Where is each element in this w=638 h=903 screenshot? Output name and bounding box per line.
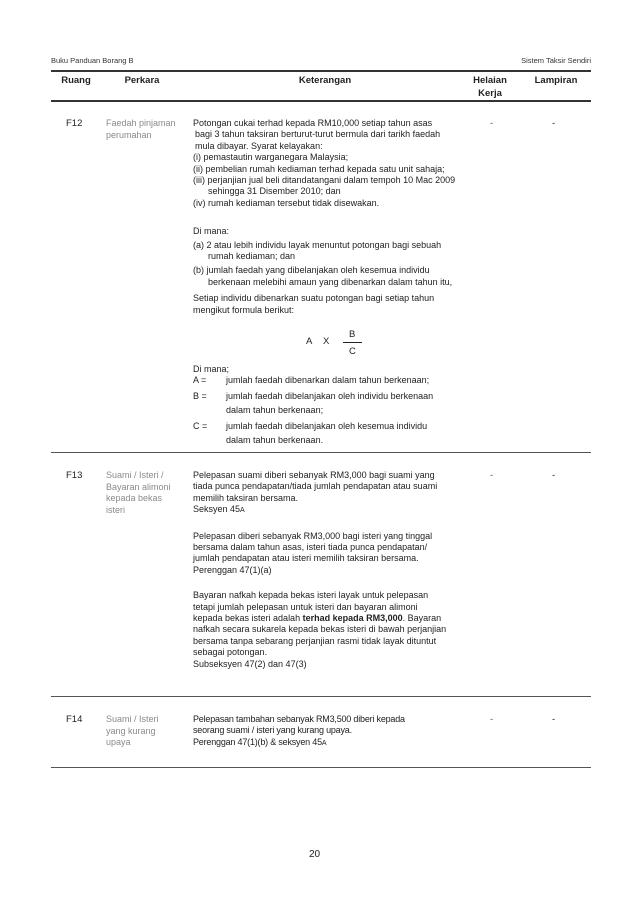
ket-line: (b) jumlah faedah yang dibelanjakan oleh kesemua individu bbox=[193, 265, 430, 276]
ket-line: mula dibayar. Syarat kelayakan: bbox=[195, 140, 323, 151]
ket-line: Potongan cukai terhad kepada RM10,000 setiap tahun asas bbox=[193, 118, 433, 128]
def-key: C = bbox=[193, 420, 208, 431]
ket-ref bbox=[193, 737, 405, 749]
row-perkara-f12 bbox=[106, 118, 176, 141]
perkara-line: kepada bekas bbox=[106, 493, 163, 503]
row-keterangan-f14 bbox=[193, 714, 405, 749]
row-code-f14: F14 bbox=[66, 714, 83, 725]
row-lampiran-f12: - bbox=[552, 118, 556, 129]
ket-text: kepada bekas isteri adalah bbox=[193, 613, 303, 624]
def-text-cont: dalam tahun berkenaan; bbox=[226, 405, 324, 416]
ket-line: seorang suami / isteri yang kurang upaya. bbox=[193, 725, 352, 736]
col-helaian-line2: Kerja bbox=[478, 88, 502, 99]
ket-line: bagi 3 tahun taksiran berturut-turut bermula dari tarikh faedah bbox=[195, 129, 441, 140]
ket-line-mixed bbox=[193, 613, 446, 624]
ket-line: Setiap individu dibenarkan suatu potongan bagi setiap tahun bbox=[193, 293, 435, 304]
def-text: jumlah faedah dibelanjakan oleh individu berkenaan bbox=[226, 390, 434, 401]
ket-line: memilih taksiran bersama. bbox=[193, 492, 299, 503]
col-helaian bbox=[463, 75, 517, 99]
ref-text: Seksyen 45 bbox=[193, 504, 241, 515]
row-helaian-f13: - bbox=[490, 470, 494, 481]
perkara-line: Bayaran alimoni bbox=[106, 481, 171, 492]
perkara-line: perumahan bbox=[106, 129, 152, 140]
def-text-cont: dalam tahun berkenaan. bbox=[226, 435, 324, 446]
ket-line: jumlah pendapatan atau isteri memilih taksiran bersama. bbox=[193, 553, 419, 564]
ket-line: bersama tanpa sebarang perjanjian rasmi tidak layak dituntut bbox=[193, 635, 437, 646]
ref-sub: A bbox=[240, 507, 245, 515]
def-text: jumlah faedah dibenarkan dalam tahun berkenaan; bbox=[226, 375, 430, 386]
ket-text: . Bayaran bbox=[402, 613, 442, 624]
row-perkara-f14 bbox=[106, 714, 159, 749]
ket-line: nafkah secara sukarela kepada bekas isteri di bawah perjanjian bbox=[193, 624, 447, 635]
header-left: Buku Panduan Borang B bbox=[51, 56, 134, 65]
ket-line: Bayaran nafkah kepada bekas isteri layak untuk pelepasan bbox=[193, 590, 429, 601]
row-divider-f14 bbox=[51, 767, 591, 768]
row-helaian-f12: - bbox=[490, 118, 494, 129]
perkara-line: Suami / Isteri / bbox=[106, 470, 164, 480]
ket-bold: terhad kepada RM3,000 bbox=[302, 613, 403, 624]
ket-line: tetapi jumlah pelepasan untuk isteri dan bayaran alimoni bbox=[193, 601, 418, 612]
ket-line: Pelepasan diberi sebanyak RM3,000 bagi isteri yang tinggal bbox=[193, 530, 433, 541]
ket-line: Pelepasan tambahan sebanyak RM3,500 diberi kepada bbox=[193, 714, 405, 724]
col-helaian-line1: Helaian bbox=[473, 75, 507, 86]
col-keterangan: Keterangan bbox=[298, 75, 352, 86]
ket-line: Pelepasan suami diberi sebanyak RM3,000 bagi suami yang bbox=[193, 470, 435, 480]
row-code-f13: F13 bbox=[66, 470, 83, 481]
ket-line: (iv) rumah kediaman tersebut tidak disewakan. bbox=[193, 197, 380, 208]
ket-line: mengikut formula berikut: bbox=[193, 304, 295, 315]
ket-line: (ii) pembelian rumah kediaman terhad kepada satu unit sahaja; bbox=[193, 163, 445, 174]
ket-ref bbox=[193, 504, 446, 516]
ket-line: rumah kediaman; dan bbox=[208, 251, 296, 262]
col-lampiran: Lampiran bbox=[534, 75, 578, 86]
def-key: A = bbox=[193, 375, 207, 386]
def-a bbox=[193, 375, 433, 386]
header-rule-bottom bbox=[51, 100, 591, 102]
ket-line: bersama dalam tahun asas, isteri tiada punca pendapatan/ bbox=[193, 542, 428, 553]
ref-sub: A bbox=[321, 739, 327, 747]
col-ruang: Ruang bbox=[61, 75, 91, 86]
row-helaian-f14: - bbox=[490, 714, 494, 725]
formula-fraction-bar bbox=[343, 342, 362, 343]
row-definitions-f12 bbox=[193, 364, 433, 446]
formula-c: C bbox=[349, 346, 356, 357]
ket-line: Di mana; bbox=[193, 364, 230, 374]
perkara-line: Faedah pinjaman bbox=[106, 118, 176, 128]
perkara-line: upaya bbox=[106, 737, 131, 747]
ket-line: (a) 2 atau lebih individu layak menuntut potongan bagi sebuah bbox=[193, 239, 442, 250]
header-right: Sistem Taksir Sendiri bbox=[521, 56, 591, 65]
row-divider-f12 bbox=[51, 452, 591, 453]
row-keterangan-f12 bbox=[193, 118, 455, 316]
row-lampiran-f13: - bbox=[552, 470, 556, 481]
ket-line: (iii) perjanjian jual beli ditandatangani dalam tempoh 10 Mac 2009 bbox=[193, 175, 456, 186]
def-b bbox=[193, 391, 433, 402]
ket-line: sebagai potongan. bbox=[193, 647, 268, 658]
ket-line: Subseksyen 47(2) dan 47(3) bbox=[193, 658, 307, 669]
ket-line: tiada punca pendapatan/tiada jumlah pendapatan atau suami bbox=[193, 481, 438, 492]
row-perkara-f13 bbox=[106, 470, 171, 516]
def-text: jumlah faedah dibelanjakan oleh kesemua individu bbox=[226, 420, 428, 431]
formula-a: A bbox=[306, 336, 313, 347]
perkara-line: yang kurang bbox=[106, 725, 156, 736]
col-perkara: Perkara bbox=[124, 75, 160, 86]
formula-b: B bbox=[349, 329, 356, 340]
def-key: B = bbox=[193, 390, 207, 401]
page-number: 20 bbox=[309, 849, 321, 860]
formula-x: X bbox=[323, 336, 330, 347]
ket-line: Di mana: bbox=[193, 226, 230, 237]
row-keterangan-f13 bbox=[193, 470, 446, 670]
ket-line: Perenggan 47(1)(a) bbox=[193, 564, 272, 575]
row-code-f12: F12 bbox=[66, 118, 83, 129]
ket-line: (i) pemastautin warganegara Malaysia; bbox=[193, 152, 349, 163]
def-c bbox=[193, 421, 433, 432]
header-rule-top bbox=[51, 70, 591, 72]
ket-line: berkenaan melebihi amaun yang dibenarkan dalam tahun itu, bbox=[208, 276, 453, 287]
perkara-line: Suami / Isteri bbox=[106, 714, 159, 724]
row-lampiran-f14: - bbox=[552, 714, 556, 725]
perkara-line: isteri bbox=[106, 504, 126, 515]
ref-text: Perenggan 47(1)(b) & seksyen 45 bbox=[193, 736, 322, 747]
ket-line: sehingga 31 Disember 2010; dan bbox=[208, 186, 341, 197]
row-divider-f13 bbox=[51, 696, 591, 697]
